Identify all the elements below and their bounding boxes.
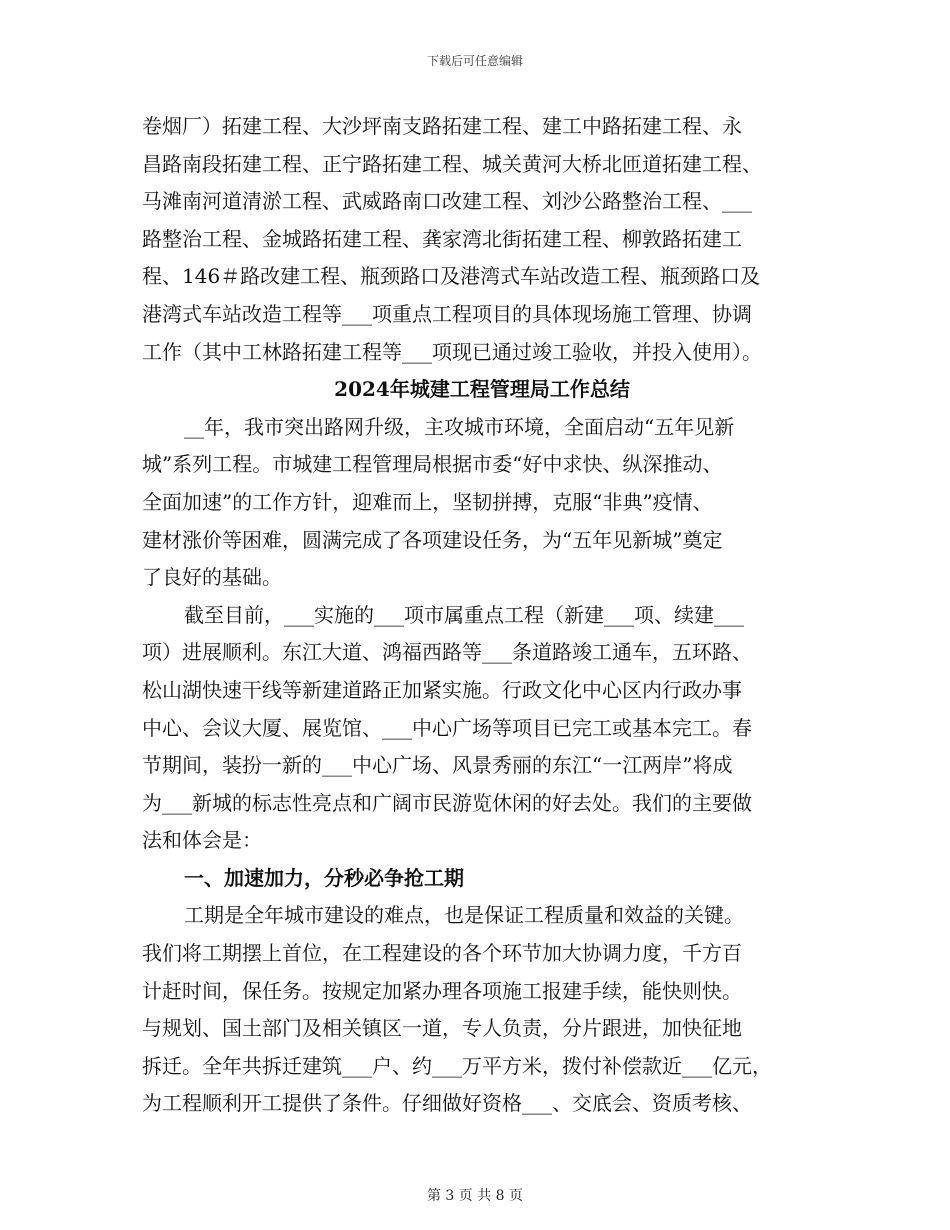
text-line: 为___新城的标志性亮点和广阔市民游览休闲的好去处。我们的主要做: [142, 790, 752, 815]
text-line: 全面加速”的工作方针，迎难而上，坚韧拼搏，克服“非典”疫情、: [142, 489, 713, 514]
paragraph-start: __年，我市突出路网升级，主攻城市环境，全面启动“五年见新: [184, 414, 735, 439]
page-footer: 第 3 页 共 8 页: [426, 1188, 524, 1204]
text-line: 为工程顺利开工提供了条件。仔细做好资格___、交底会、资质考核、: [142, 1091, 752, 1116]
page-header: 下载后可任意编辑: [426, 54, 523, 68]
text-line: 了良好的基础。: [142, 565, 282, 590]
paragraph-start: 截至目前，___实施的___项市属重点工程（新建___项、续建___: [184, 602, 744, 627]
text-line: 项）进展顺利。东江大道、鸿福西路等___条道路竣工通车，五环路、: [142, 640, 752, 665]
text-line: 节期间，装扮一新的___中心广场、风景秀丽的东江“一江两岸”将成: [142, 753, 733, 778]
text-line: 松山湖快速干线等新建道路正加紧实施。行政文化中心区内行政办事: [142, 677, 742, 702]
text-line: 路整治工程、金城路拓建工程、龚家湾北街拓建工程、柳敦路拓建工: [142, 226, 742, 251]
text-line: 工作（其中工林路拓建工程等___项现已通过竣工验收，并投入使用）。: [142, 339, 762, 364]
text-line: 计赶时间，保任务。按规定加紧办理各项施工报建手续，能快则快。: [142, 978, 742, 1003]
text-line: 中心、会议大厦、展览馆、___中心广场等项目已完工或基本完工。春: [142, 715, 752, 740]
text-line: 程、146＃路改建工程、瓶颈路口及港湾式车站改造工程、瓶颈路口及: [142, 264, 761, 289]
document-body: [142, 108, 822, 1123]
document-title: 2024年城建工程管理局工作总结: [334, 377, 630, 402]
text-line: 卷烟厂）拓建工程、大沙坪南支路拓建工程、建工中路拓建工程、永: [142, 114, 742, 138]
text-line: 港湾式车站改造工程等___项重点工程项目的具体现场施工管理、协调: [142, 301, 752, 326]
text-line: 我们将工期摆上首位，在工程建设的各个环节加大协调力度，千方百: [142, 941, 742, 966]
text-line: 与规划、国土部门及相关镇区一道，专人负责，分片跟进，加快征地: [142, 1016, 742, 1041]
paragraph-start: 工期是全年城市建设的难点，也是保证工程质量和效益的关键。: [184, 903, 744, 928]
text-line: 城”系列工程。市城建工程管理局根据市委“好中求快、纵深推动、: [142, 452, 723, 477]
section-heading: 一、加速加力，分秒必争抢工期: [184, 865, 464, 890]
text-line: 拆迁。全年共拆迁建筑___户、约___万平方米，拨付补偿款近___亿元，: [142, 1053, 772, 1078]
text-line: 马滩南河道清淤工程、武威路南口改建工程、刘沙公路整治工程、___: [142, 189, 752, 214]
text-line: 建材涨价等困难，圆满完成了各项建设任务，为“五年见新城”奠定: [142, 527, 723, 552]
text-line: 昌路南段拓建工程、正宁路拓建工程、城关黄河大桥北匝道拓建工程、: [142, 151, 762, 176]
text-line: 法和体会是：: [142, 828, 262, 853]
